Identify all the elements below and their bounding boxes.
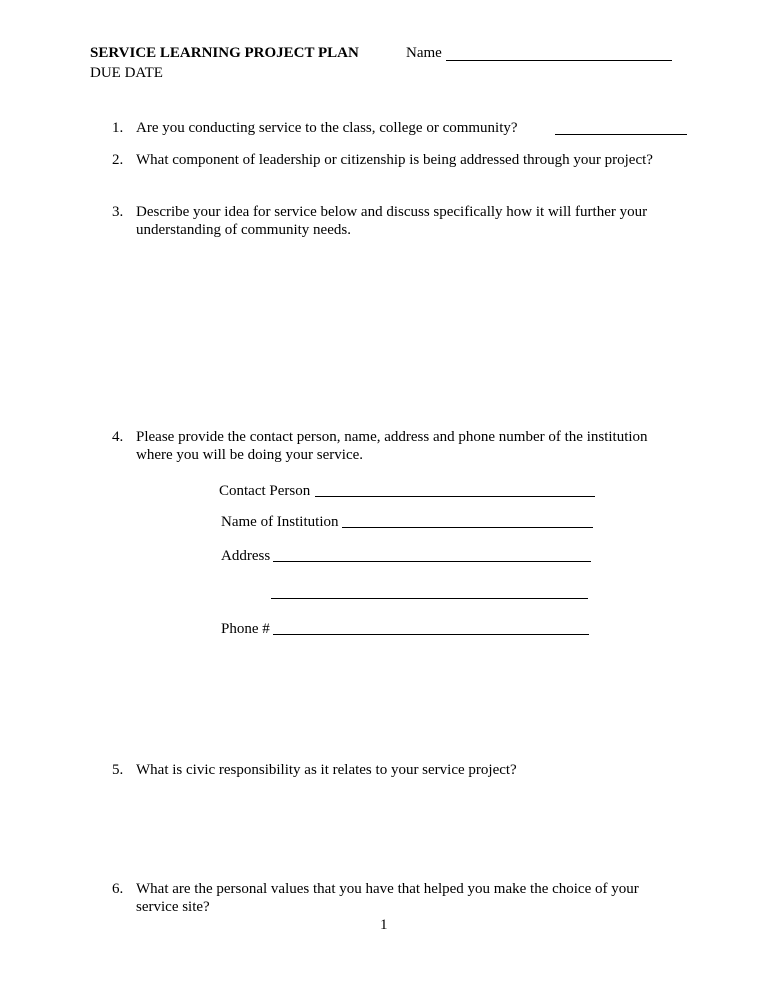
contact-person-field[interactable]	[315, 496, 595, 497]
name-field[interactable]	[446, 60, 672, 61]
address-label: Address	[221, 548, 271, 564]
address-field-line-1[interactable]	[273, 561, 591, 562]
name-label: Name	[406, 45, 442, 61]
question-1-answer-field[interactable]	[555, 134, 687, 135]
question-text: Are you conducting service to the class, college or community?	[136, 120, 518, 136]
contact-person-label: Contact Person	[219, 483, 311, 499]
due-date-label: DUE DATE	[90, 65, 163, 81]
question-number: 5.	[112, 762, 124, 778]
question-text: What is civic responsibility as it relates to your service project?	[136, 762, 517, 778]
question-text: Describe your idea for service below and discuss specifically how it will further your	[136, 204, 648, 220]
address-field-line-2[interactable]	[271, 598, 588, 599]
question-text: What component of leadership or citizenship is being addressed through your project?	[136, 152, 653, 168]
phone-field[interactable]	[273, 634, 589, 635]
document-title: SERVICE LEARNING PROJECT PLAN	[90, 45, 359, 61]
question-text: Please provide the contact person, name, address and phone number of the institution	[136, 429, 648, 445]
question-text-continued: where you will be doing your service.	[136, 447, 364, 463]
question-number: 6.	[112, 881, 124, 897]
institution-label: Name of Institution	[221, 514, 339, 530]
question-text: What are the personal values that you have that helped you make the choice of your	[136, 881, 639, 897]
institution-field[interactable]	[342, 527, 593, 528]
question-text-continued: understanding of community needs.	[136, 222, 351, 238]
page-number: 1	[380, 917, 388, 933]
question-text-continued: service site?	[136, 899, 210, 915]
question-number: 4.	[112, 429, 124, 445]
phone-label: Phone #	[221, 621, 270, 637]
question-number: 1.	[112, 120, 124, 136]
question-number: 2.	[112, 152, 124, 168]
question-number: 3.	[112, 204, 124, 220]
